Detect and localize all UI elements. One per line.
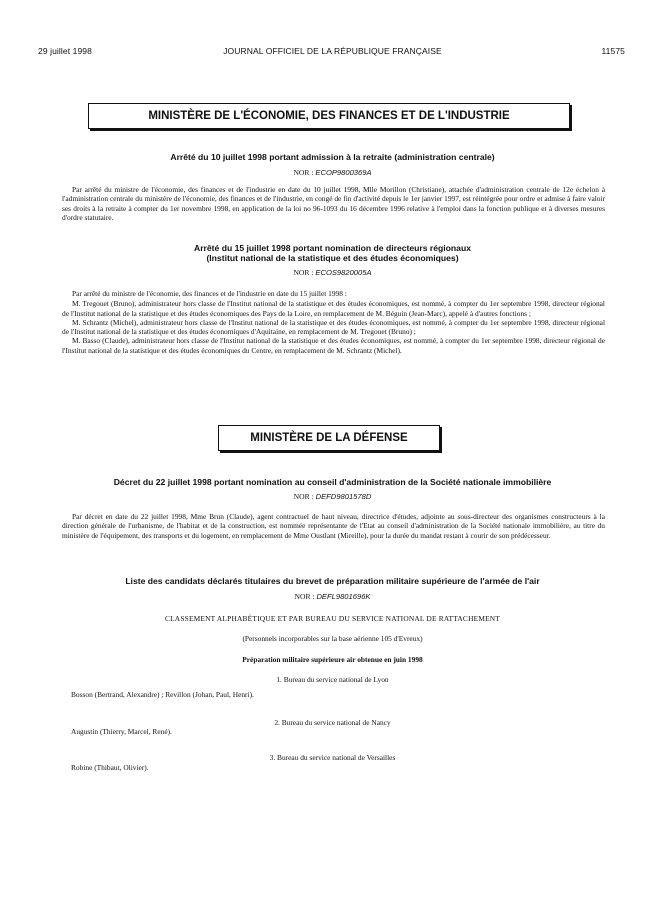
header-journal-title: JOURNAL OFFICIEL DE LA RÉPUBLIQUE FRANÇAISE bbox=[223, 46, 442, 56]
decret-sni-body: Par décret en date du 22 juillet 1998, Mme Brun (Claude), agent contractuel de haut niveau, directrice d'études, adjointe au sous-directeur des organismes constructeurs à la direction générale de l'urbanisme, de l'habitat et de la construction, est nommée représentante de l'Etat au conseil d'administration de la Société nationale immobilière, au titre du ministère de l'équipement, des transports et du logement, en remplacement de Mme Oustlant (Mireille), pour la durée du mandat restant à courir de son prédécesseur. bbox=[62, 512, 605, 540]
bureau-versailles-names: Robine (Thibaut, Olivier). bbox=[71, 763, 149, 772]
arrete-retraite-title: Arrêté du 10 juillet 1998 portant admission à la retraite (administration centrale) bbox=[170, 152, 495, 162]
arrete-directeurs-body: Par arrêté du ministre de l'économie, des finances et de l'industrie en date du 15 juillet 1998 : M. Tregouet (Bruno), administrateur hors classe de l'Institut national de la statistique et des études économiques, est nommé, à compter du 1er septembre 1998, directeur régional de l'Institut national de la statistique et des études économiques des Pays de la Loire, en remplacement de M. Béguin (Jean-Marc), appelé à d'autres fonctions ; M. Schrantz (Michel), administrateur hors classe de l'Institut national de la statistique et des études économiques, est nommé, à compter du 1er septembre 1998, directeur régional de l'Institut national de la statistique et des études économiques d'Aquitaine, en remplacement de M. Tregouet (Bruno) ; M. Basso (Claude), administrateur hors classe de l'Institut national de la statistique et des études économiques, est nommé, à compter du 1er septembre 1998, directeur régional de l'Institut national de la statistique et des études économiques du Centre, en remplacement de M. Schrantz (Michel). bbox=[62, 289, 605, 355]
bureau-versailles-heading: 3. Bureau du service national de Versailles bbox=[269, 753, 396, 762]
decret-sni-nor: NOR : DEFD9801578D bbox=[293, 492, 372, 501]
bureau-lyon-names: Bosson (Bertrand, Alexandre) ; Revillon (Johan, Paul, Henri). bbox=[71, 690, 254, 699]
arrete-retraite-nor: NOR : ECOP9800369A bbox=[293, 168, 372, 177]
liste-pms-title: Liste des candidats déclarés titulaires du brevet de préparation militaire supérieure de l'armée de l'air bbox=[125, 576, 540, 586]
arrete-directeurs-nor: NOR : ECOS9820005A bbox=[293, 268, 372, 277]
arrete-retraite-body: Par arrêté du ministre de l'économie, des finances et de l'industrie en date du 10 juillet 1998, Mlle Morillon (Christiane), attachée d'administration centrale de 12e échelon à l'administration centrale du ministère de l'économie, des finances et de l'industrie, en congé de fin d'activité depuis le 1er janvier 1997, est réintégrée pour ordre et admise à faire valoir ses droits à la retraite à compter du 1er novembre 1998, en application de la loi no 96-1093 du 16 décembre 1996 relative à l'emploi dans la fonction publique et à diverses mesures d'ordre statutaire. bbox=[62, 185, 605, 222]
arrete-directeurs-title: Arrêté du 15 juillet 1998 portant nomination de directeurs régionaux (Institut national de la statistique et des études économiques) bbox=[194, 243, 471, 263]
header-page-number: 11575 bbox=[601, 46, 625, 56]
bureau-nancy-names: Augustin (Thierry, Marcel, René). bbox=[71, 727, 172, 736]
header-date: 29 juillet 1998 bbox=[38, 46, 92, 56]
liste-subtitle: Préparation militaire supérieure air obtenue en juin 1998 bbox=[242, 655, 423, 664]
liste-classement: CLASSEMENT ALPHABÉTIQUE ET PAR BUREAU DU SERVICE NATIONAL DE RATTACHEMENT bbox=[164, 614, 501, 623]
ministry-defense-title: MINISTÈRE DE LA DÉFENSE bbox=[218, 425, 440, 451]
bureau-lyon-heading: 1. Bureau du service national de Lyon bbox=[276, 675, 389, 684]
liste-note: (Personnels incorporables sur la base aérienne 105 d'Evreux) bbox=[242, 634, 423, 643]
liste-pms-nor: NOR : DEFL9801696K bbox=[294, 592, 371, 601]
decret-sni-title: Décret du 22 juillet 1998 portant nomination au conseil d'administration de la Société nationale immobilière bbox=[113, 477, 552, 487]
ministry-economy-title: MINISTÈRE DE L'ÉCONOMIE, DES FINANCES ET DE L'INDUSTRIE bbox=[88, 103, 570, 129]
bureau-nancy-heading: 2. Bureau du service national de Nancy bbox=[274, 718, 391, 727]
